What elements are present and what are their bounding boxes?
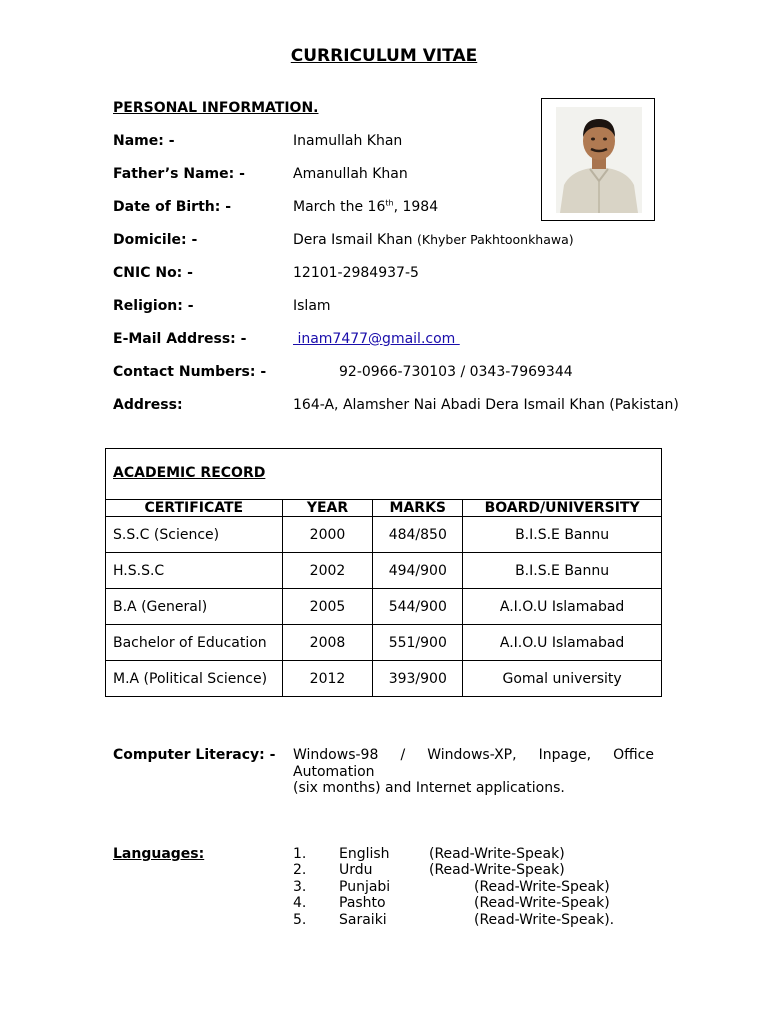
name-label: Name: - [113, 133, 175, 149]
academic-table [105, 499, 662, 697]
cell-year: 2000 [282, 517, 373, 553]
languages-label: Languages: [113, 846, 205, 862]
dob-day: March the 16 [293, 199, 386, 215]
email-label: E-Mail Address: - [113, 331, 247, 347]
personal-info-heading: PERSONAL INFORMATION. [113, 100, 319, 116]
domicile-province: (Khyber Pakhtoonkhawa) [417, 232, 574, 247]
contact-value: 92-0966-730103 / 0343-7969344 [339, 364, 573, 380]
cell-certificate: B.A (General) [106, 589, 283, 625]
table-header-row [106, 500, 662, 517]
cell-certificate: S.S.C (Science) [106, 517, 283, 553]
col-board: BOARD/UNIVERSITY [463, 500, 662, 517]
computer-literacy-label: Computer Literacy: - [113, 747, 276, 763]
cell-marks: 484/850 [373, 517, 463, 553]
dob-value [293, 199, 438, 215]
dob-suffix: th [385, 198, 394, 208]
language-level: (Read-Write-Speak). [474, 912, 615, 928]
religion-label: Religion: - [113, 298, 194, 314]
cell-board: A.I.O.U Islamabad [463, 589, 662, 625]
cell-certificate: M.A (Political Science) [106, 661, 283, 697]
language-name: Saraiki [339, 912, 387, 928]
table-row [106, 661, 662, 697]
col-marks: MARKS [373, 500, 463, 517]
computer-literacy-line [293, 747, 654, 764]
cell-year: 2012 [282, 661, 373, 697]
address-label: Address: [113, 397, 183, 413]
table-row [106, 589, 662, 625]
cell-certificate: H.S.S.C [106, 553, 283, 589]
list-item [293, 846, 653, 863]
language-name: English [339, 846, 390, 862]
list-item [293, 862, 653, 879]
cell-marks: 544/900 [373, 589, 463, 625]
page-title: CURRICULUM VITAE [290, 46, 478, 66]
cell-year: 2005 [282, 589, 373, 625]
cell-marks: 393/900 [373, 661, 463, 697]
literacy-word: Windows-98 [293, 747, 379, 763]
cell-marks: 494/900 [373, 553, 463, 589]
literacy-word: / [400, 747, 406, 763]
profile-photo [541, 98, 655, 221]
language-number: 5. [293, 912, 307, 928]
language-name: Pashto [339, 895, 386, 911]
table-row [106, 553, 662, 589]
col-year: YEAR [282, 500, 373, 517]
table-row [106, 517, 662, 553]
cell-board: Gomal university [463, 661, 662, 697]
language-number: 3. [293, 879, 307, 895]
domicile-label: Domicile: - [113, 232, 198, 248]
literacy-word: Inpage, [538, 747, 592, 763]
cell-year: 2002 [282, 553, 373, 589]
language-level: (Read-Write-Speak) [429, 846, 565, 862]
list-item [293, 912, 653, 929]
list-item [293, 895, 653, 912]
academic-record-heading: ACADEMIC RECORD [113, 465, 266, 481]
language-level: (Read-Write-Speak) [474, 879, 610, 895]
father-name-label: Father’s Name: - [113, 166, 245, 182]
cell-board: B.I.S.E Bannu [463, 517, 662, 553]
dob-label: Date of Birth: - [113, 199, 232, 215]
cell-board: B.I.S.E Bannu [463, 553, 662, 589]
language-level: (Read-Write-Speak) [474, 895, 610, 911]
literacy-word: Windows-XP, [427, 747, 517, 763]
cnic-value: 12101-2984937-5 [293, 265, 419, 281]
cell-board: A.I.O.U Islamabad [463, 625, 662, 661]
col-certificate: CERTIFICATE [106, 500, 283, 517]
language-number: 1. [293, 846, 307, 862]
language-name: Punjabi [339, 879, 391, 895]
father-name-value: Amanullah Khan [293, 166, 408, 182]
literacy-word: Office [613, 747, 654, 763]
language-name: Urdu [339, 862, 373, 878]
language-number: 4. [293, 895, 307, 911]
religion-value: Islam [293, 298, 331, 314]
table-row [106, 625, 662, 661]
list-item [293, 879, 653, 896]
cell-marks: 551/900 [373, 625, 463, 661]
cell-certificate: Bachelor of Education [106, 625, 283, 661]
domicile-value [293, 232, 574, 248]
address-value: 164-A, Alamsher Nai Abadi Dera Ismail Khan (Pakistan) [293, 397, 679, 413]
dob-year: , 1984 [393, 199, 439, 215]
email-link[interactable]: inam7477@gmail.com [293, 331, 460, 347]
computer-literacy-line: (six months) and Internet applications. [293, 780, 565, 796]
domicile-city: Dera Ismail Khan [293, 232, 413, 248]
cnic-label: CNIC No: - [113, 265, 193, 281]
contact-label: Contact Numbers: - [113, 364, 267, 380]
language-number: 2. [293, 862, 307, 878]
name-value: Inamullah Khan [293, 133, 403, 149]
cell-year: 2008 [282, 625, 373, 661]
computer-literacy-line: Automation [293, 763, 375, 780]
computer-literacy-text [293, 747, 654, 797]
language-level: (Read-Write-Speak) [429, 862, 565, 878]
person-photo-icon [556, 107, 642, 213]
